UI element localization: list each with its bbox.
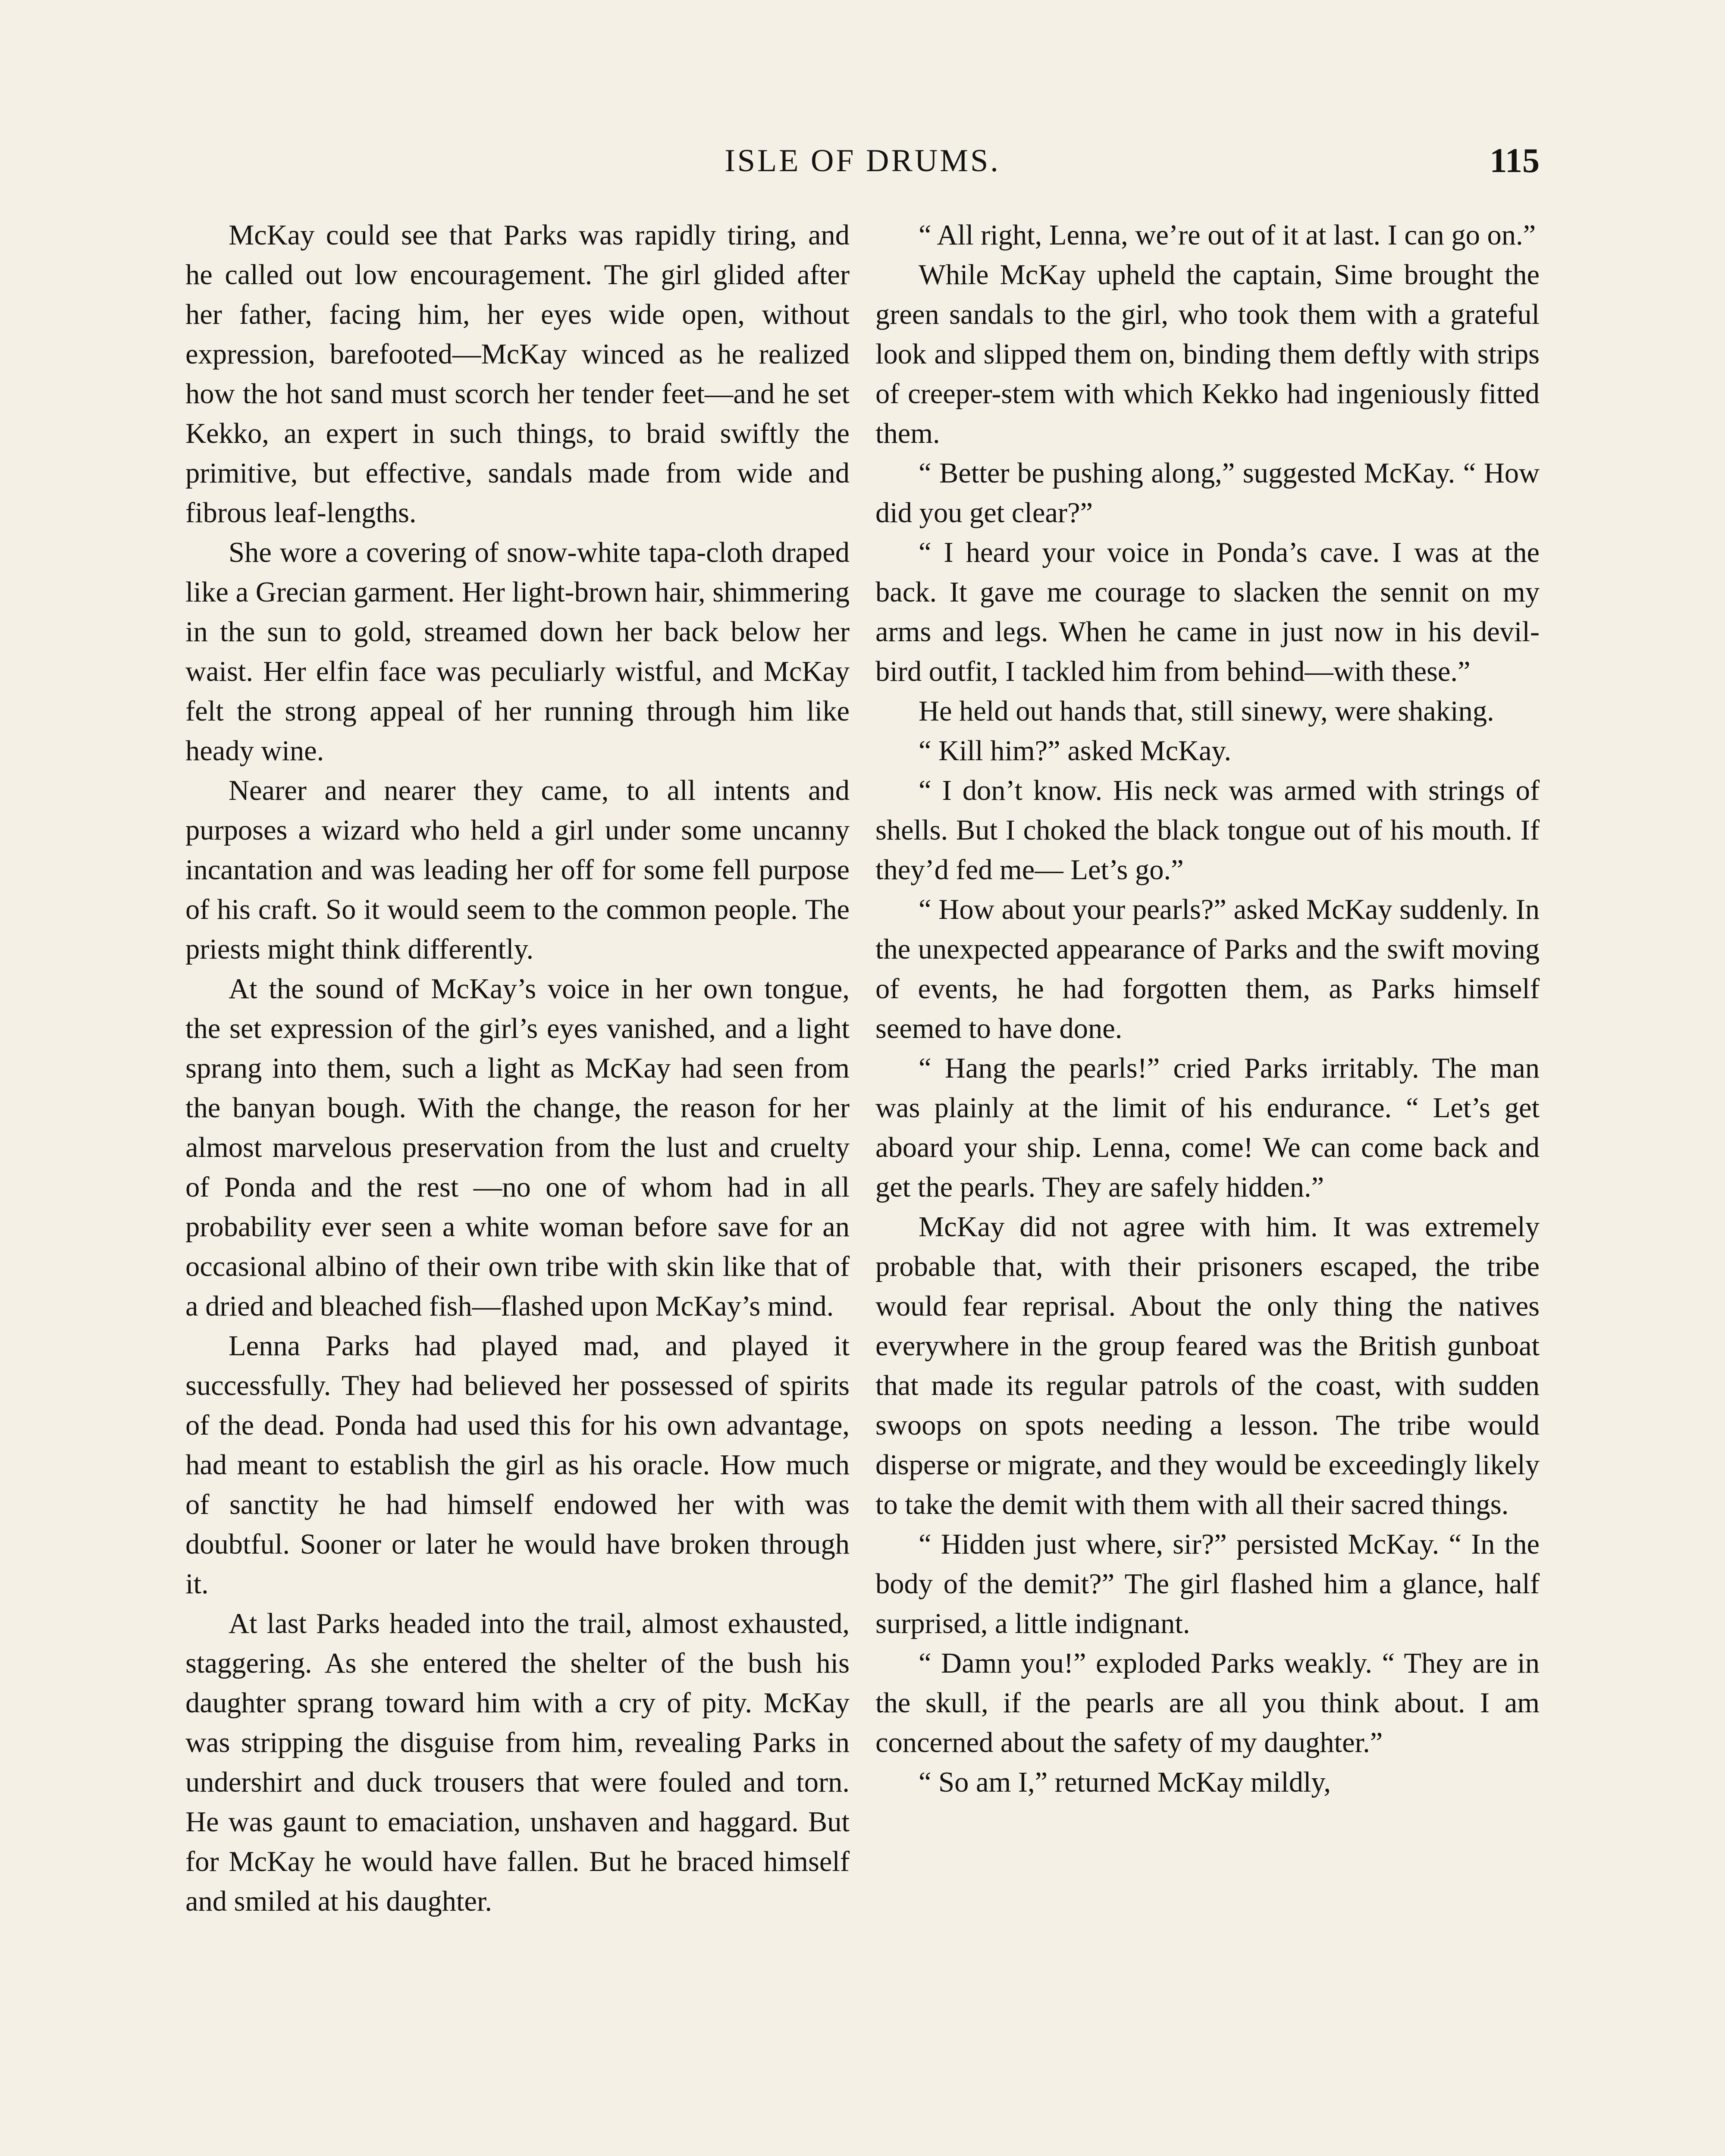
paragraph: While McKay upheld the captain, Sime brought the green sandals to the girl, who took them with a grateful look and slipped them on, binding them deftly with strips of creeper-stem with which Kekko had ingeniously fitted them. bbox=[875, 259, 1540, 449]
paragraph: At the sound of McKay’s voice in her own tongue, the set expression of the girl’s eyes vanished, and a light sprang into them, such a light as McKay had seen from the banyan bough. With the change, the reason for her almost marvelous preservation from the lust and cruelty of Ponda and the rest —no one of whom had in all probability ever seen a white woman before save for an occasional albino of their own tribe with skin like that of a dried and bleached fish—flashed upon McKay’s mind. bbox=[185, 973, 850, 1322]
paragraph: “ All right, Lenna, we’re out of it at last. I can go on.” bbox=[919, 219, 1536, 251]
paragraph: “ So am I,” returned McKay mildly, bbox=[919, 1767, 1331, 1798]
paragraph: Lenna Parks had played mad, and played it successfully. They had believed her possessed of spirits of the dead. Ponda had used this for his own advantage, had meant to establish the girl as his oracle. How much of sanctity he had himself endowed her with was doubtful. Sooner or later he would have broken through it. bbox=[185, 1330, 850, 1600]
page-number: 115 bbox=[1490, 142, 1540, 180]
paragraph: Nearer and nearer they came, to all intents and purposes a wizard who held a girl under some uncanny incantation and was leading her off for some fell purpose of his craft. So it would seem to the common people. The priests might think differently. bbox=[185, 775, 850, 965]
page-header bbox=[185, 137, 1540, 185]
right-column bbox=[875, 216, 1540, 2156]
paragraph: She wore a covering of snow-white tapa-cloth draped like a Grecian garment. Her light-brown hair, shimmering in the sun to gold, streamed down her back below her waist. Her elfin face was peculiarly wistful, and McKay felt the strong appeal of her running through him like heady wine. bbox=[185, 537, 850, 767]
text-columns bbox=[185, 216, 1540, 2156]
paragraph: “ How about your pearls?” asked McKay suddenly. In the unexpected appearance of Parks and the swift moving of events, he had forgotten them, as Parks himself seemed to have done. bbox=[875, 894, 1540, 1044]
paragraph: At last Parks headed into the trail, almost exhausted, staggering. As she entered the shelter of the bush his daughter sprang toward him with a cry of pity. McKay was stripping the disguise from him, revealing Parks in undershirt and duck trousers that were fouled and torn. He was gaunt to emaciation, unshaven and haggard. But for McKay he would have fallen. But he braced himself and smiled at his daughter. bbox=[185, 1608, 850, 1917]
paragraph: “ Damn you!” exploded Parks weakly. “ They are in the skull, if the pearls are all you think about. I am concerned about the safety of my daughter.” bbox=[875, 1648, 1540, 1758]
paragraph: McKay could see that Parks was rapidly tiring, and he called out low encouragement. The girl glided after her father, facing him, her eyes wide open, without expression, barefooted—McKay winced as he realized how the hot sand must scorch her tender feet—and he set Kekko, an expert in such things, to braid swiftly the primitive, but effective, sandals made from wide and fibrous leaf-lengths. bbox=[185, 219, 850, 529]
running-title: ISLE OF DRUMS. bbox=[724, 143, 1000, 179]
paragraph: “ I heard your voice in Ponda’s cave. I was at the back. It gave me courage to slacken the sennit on my arms and legs. When he came in just now in his devil-bird outfit, I tackled him from behind—with these.” bbox=[875, 537, 1540, 687]
paragraph: He held out hands that, still sinewy, were shaking. bbox=[919, 696, 1494, 727]
paragraph: “ Hang the pearls!” cried Parks irritably. The man was plainly at the limit of his endurance. “ Let’s get aboard your ship. Lenna, come! We can come back and get the pearls. They are safely hidden.” bbox=[875, 1053, 1540, 1203]
left-column bbox=[185, 216, 850, 2156]
paragraph: “ Hidden just where, sir?” persisted McKay. “ In the body of the demit?” The girl flashed him a glance, half surprised, a little indignant. bbox=[875, 1529, 1540, 1639]
paragraph: McKay did not agree with him. It was extremely probable that, with their prisoners escaped, the tribe would fear reprisal. About the only thing the natives everywhere in the group feared was the British gunboat that made its regular patrols of the coast, with sudden swoops on spots needing a lesson. The tribe would disperse or migrate, and they would be exceedingly likely to take the demit with them with all their sacred things. bbox=[875, 1211, 1540, 1520]
paragraph: “ I don’t know. His neck was armed with strings of shells. But I choked the black tongue out of his mouth. If they’d fed me— Let’s go.” bbox=[875, 775, 1540, 886]
paragraph: “ Kill him?” asked McKay. bbox=[919, 735, 1232, 767]
paragraph: “ Better be pushing along,” suggested McKay. “ How did you get clear?” bbox=[875, 458, 1540, 529]
